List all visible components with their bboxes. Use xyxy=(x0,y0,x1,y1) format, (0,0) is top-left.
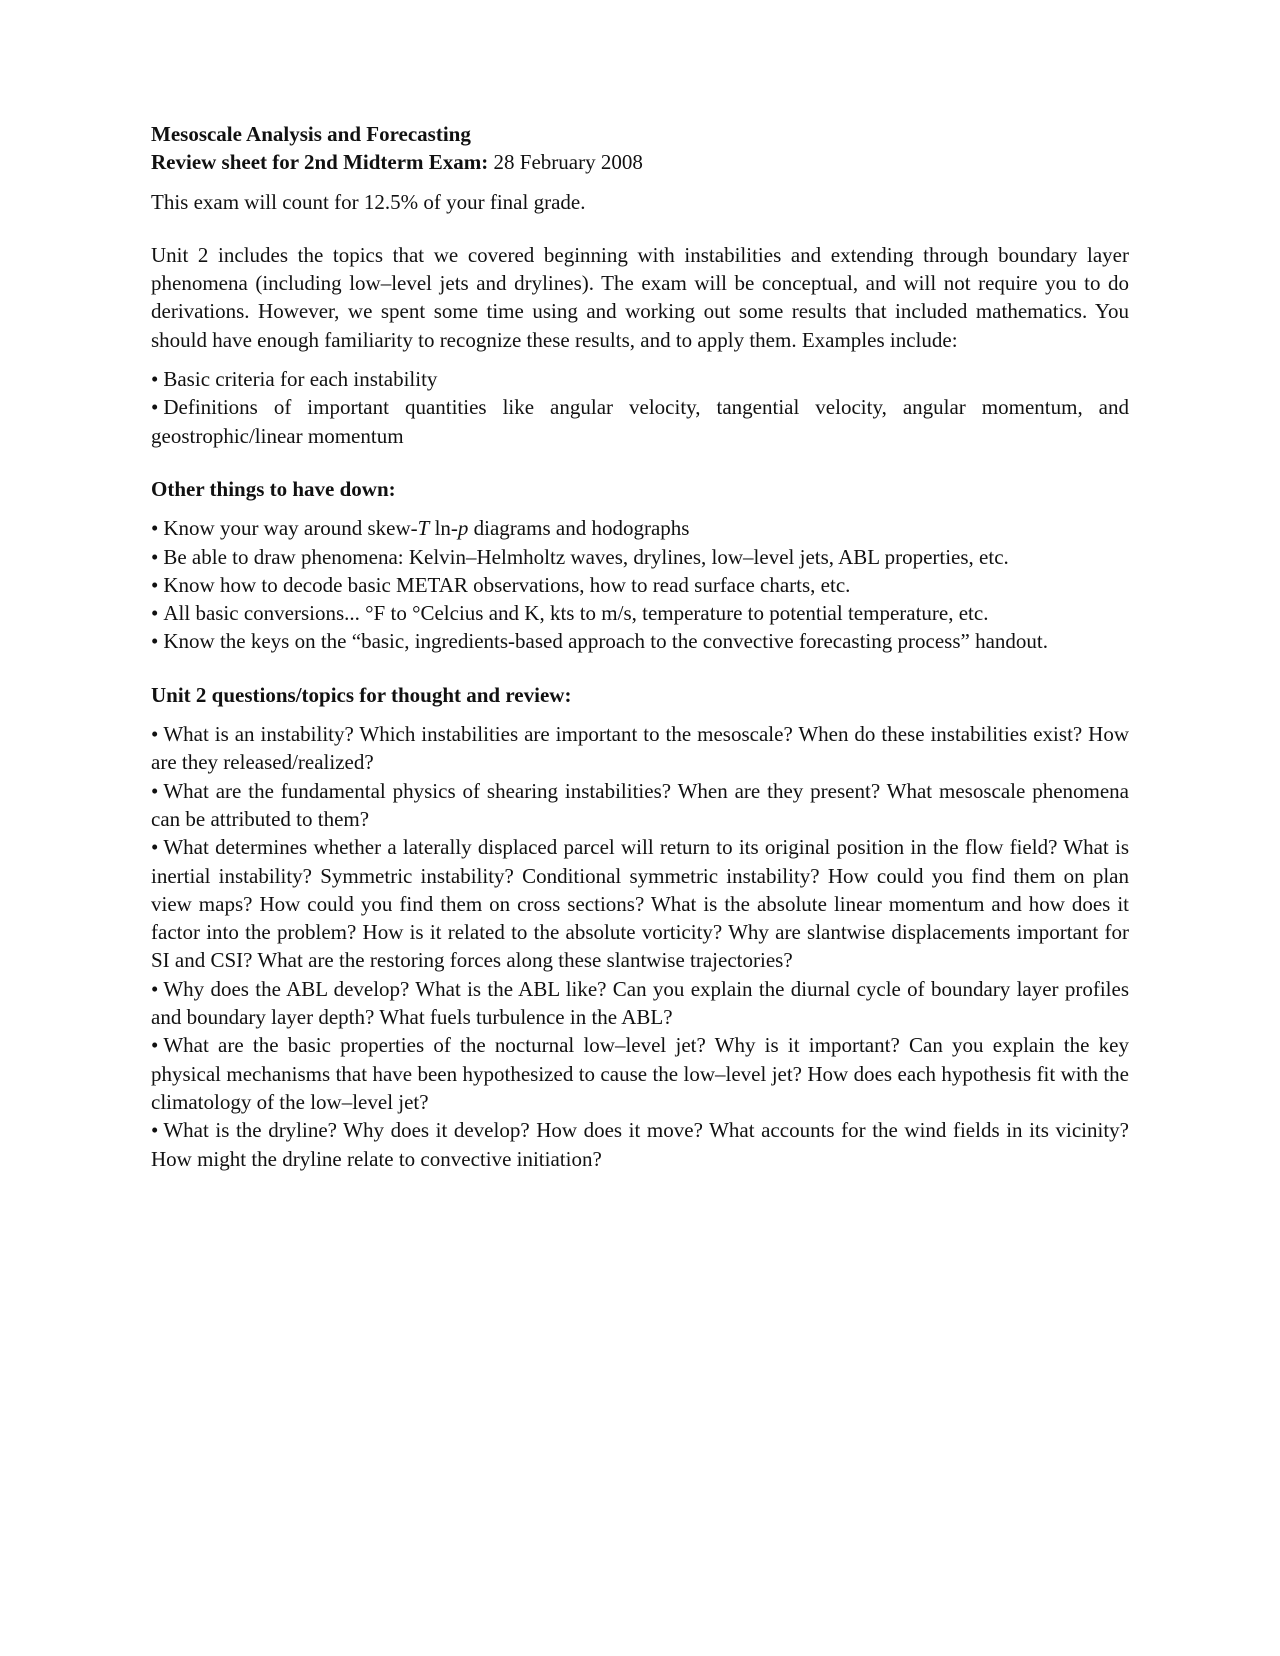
list-item: • What are the fundamental physics of shearing instabilities? When are they present? What mesoscale phenomena can be attributed to them? xyxy=(151,778,1129,831)
unit-paragraph: Unit 2 includes the topics that we covered beginning with instabilities and extending through boundary layer phenomena (including low–level jets and drylines). The exam will be conceptual, and will not require you to do derivations. However, we spent some time using and working out some results that included mathematics. You should have enough familiarity to recognize these results, and to apply them. Examples include: xyxy=(151,242,1129,352)
other-things-list xyxy=(151,514,1129,655)
bullet-icon: • xyxy=(151,544,159,569)
list-item: • Know the keys on the “basic, ingredients-based approach to the convective forecasting process” handout. xyxy=(151,629,1048,654)
review-heading xyxy=(151,148,1129,176)
list-item: • Know how to decode basic METAR observations, how to read surface charts, etc. xyxy=(151,572,851,597)
bullet-icon: • xyxy=(151,1033,159,1058)
bullet-icon: • xyxy=(151,835,159,860)
list-item: • Definitions of important quantities like angular velocity, tangential velocity, angular momentum, and geostrophic/linear momentum xyxy=(151,395,1129,448)
list-item: • What is the dryline? Why does it develop? How does it move? What accounts for the wind fields in its vicinity? How might the dryline relate to convective initiation? xyxy=(151,1118,1129,1171)
bullet-icon: • xyxy=(151,572,159,597)
bullet-icon: • xyxy=(151,629,159,654)
exam-date: 28 February 2008 xyxy=(493,150,643,175)
bullet-icon: • xyxy=(151,722,159,747)
bullet-icon: • xyxy=(151,516,159,541)
bullet-icon: • xyxy=(151,601,159,626)
bullet-icon: • xyxy=(151,395,159,420)
list-item: • All basic conversions... °F to °Celcius and K, kts to m/s, temperature to potential temperature, etc. xyxy=(151,601,989,626)
course-title: Mesoscale Analysis and Forecasting xyxy=(151,122,471,146)
list-item: • Know your way around skew-T ln-p diagrams and hodographs xyxy=(151,516,690,541)
other-things-heading: Other things to have down: xyxy=(151,476,396,501)
list-item: • Be able to draw phenomena: Kelvin–Helmholtz waves, drylines, low–level jets, ABL properties, etc. xyxy=(151,544,1009,569)
list-item: • Basic criteria for each instability xyxy=(151,367,438,392)
review-label: Review sheet for 2nd Midterm Exam: xyxy=(151,150,489,175)
list-item: • What is an instability? Which instabilities are important to the mesoscale? When do these instabilities exist? How are they released/realized? xyxy=(151,722,1129,775)
examples-list xyxy=(151,365,1129,450)
list-item: • What are the basic properties of the nocturnal low–level jet? Why is it important? Can you explain the key physical mechanisms that have been hypothesized to cause the low–level jet? How does each hypothesis fit with the climatology of the low–level jet? xyxy=(151,1033,1129,1114)
bullet-icon: • xyxy=(151,1118,159,1143)
document-header xyxy=(151,120,1129,177)
questions-list xyxy=(151,720,1129,1173)
questions-heading: Unit 2 questions/topics for thought and review: xyxy=(151,682,572,707)
list-item: • What determines whether a laterally displaced parcel will return to its original position in the flow field? What is inertial instability? Symmetric instability? Conditional symmetric instability? How could you find them on plan view maps? How could you find them on cross sections? What is the absolute linear momentum and how does it factor into the problem? How is it related to the absolute vorticity? Why are slantwise displacements important for SI and CSI? What are the restoring forces along these slantwise trajectories? xyxy=(151,835,1129,973)
bullet-icon: • xyxy=(151,976,159,1001)
bullet-icon: • xyxy=(151,367,159,392)
bullet-icon: • xyxy=(151,778,159,803)
document-page xyxy=(151,120,1129,1173)
grade-note: This exam will count for 12.5% of your final grade. xyxy=(151,189,586,214)
list-item: • Why does the ABL develop? What is the ABL like? Can you explain the diurnal cycle of boundary layer profiles and boundary layer depth? What fuels turbulence in the ABL? xyxy=(151,976,1129,1030)
